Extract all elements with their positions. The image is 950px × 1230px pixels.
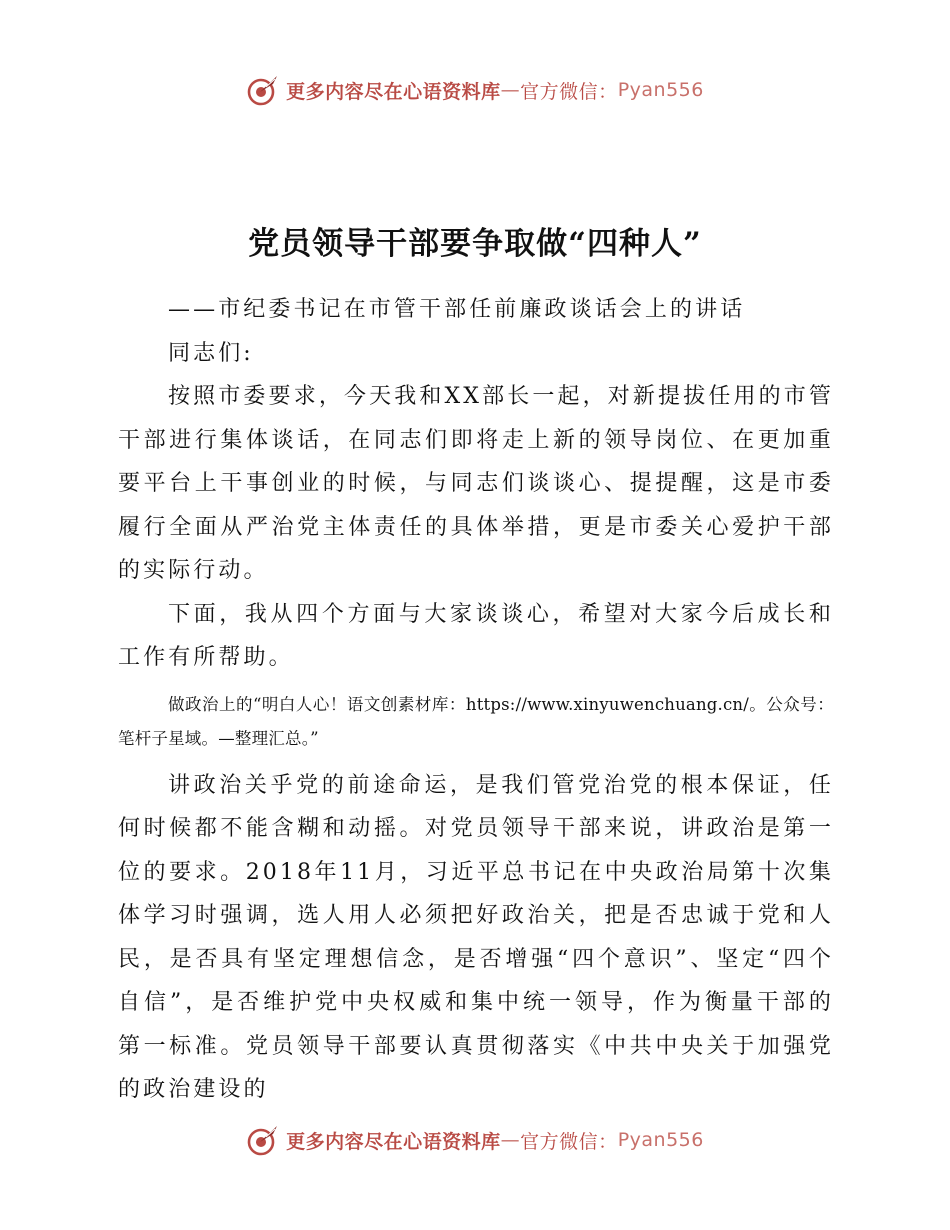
footer-banner <box>0 1120 950 1160</box>
quill-pen-logo-icon <box>246 73 280 107</box>
banner-wechat-id: Pyan556 <box>617 79 704 101</box>
paragraph-2: 下面，我从四个方面与大家谈谈心，希望对大家今后成长和工作有所帮助。 <box>118 601 834 670</box>
salutation: 同志们: <box>168 340 254 366</box>
quill-pen-logo-icon <box>246 1123 280 1157</box>
note-block <box>118 688 834 756</box>
banner-wechat-label: 官方微信： <box>520 80 618 103</box>
document-body <box>118 288 834 1112</box>
document-title: 党员领导干部要争取做“四种人” <box>248 226 702 262</box>
banner-dash: — <box>500 1129 521 1151</box>
banner-site-name: 更多内容尽在心语资料库 <box>286 80 501 103</box>
banner-dash: — <box>500 79 521 101</box>
banner-wechat-label: 官方微信： <box>520 1130 618 1153</box>
section-heading-note: 做政治上的“明白人心！语文创素材库：https://www.xinyuwenchuang.cn/。公众号：笔杆子星域。—整理汇总。” <box>118 694 834 748</box>
paragraph-3: 讲政治关乎党的前途命运，是我们管党治党的根本保证，任何时候都不能含糊和动摇。对党员领导干部来说，讲政治是第一位的要求。2018年11月，习近平总书记在中央政治局第十次集体学习时强调，选人用人必须把好政治关，把是否忠诚于党和人民，是否具有坚定理想信念，是否增强“四个意识”、坚定“四个自信”，是否维护党中央权威和集中统一领导，作为衡量干部的第一标准。党员领导干部要认真贯彻落实《中共中央关于加强党的政治建设的 <box>118 772 834 1102</box>
banner-text <box>286 1127 704 1154</box>
header-banner <box>0 70 950 110</box>
paragraph-1: 按照市委要求，今天我和XX部长一起，对新提拔任用的市管干部进行集体谈话，在同志们即将走上新的领导岗位、在更加重要平台上干事创业的时候，与同志们谈谈心、提提醒，这是市委履行全面从严治党主体责任的具体举措，更是市委关心爱护干部的实际行动。 <box>118 384 834 583</box>
document-subtitle: ——市纪委书记在市管干部任前廉政谈话会上的讲话 <box>168 297 746 322</box>
banner-wechat-id: Pyan556 <box>617 1129 704 1151</box>
banner-text <box>286 77 704 104</box>
banner-site-name: 更多内容尽在心语资料库 <box>286 1130 501 1153</box>
